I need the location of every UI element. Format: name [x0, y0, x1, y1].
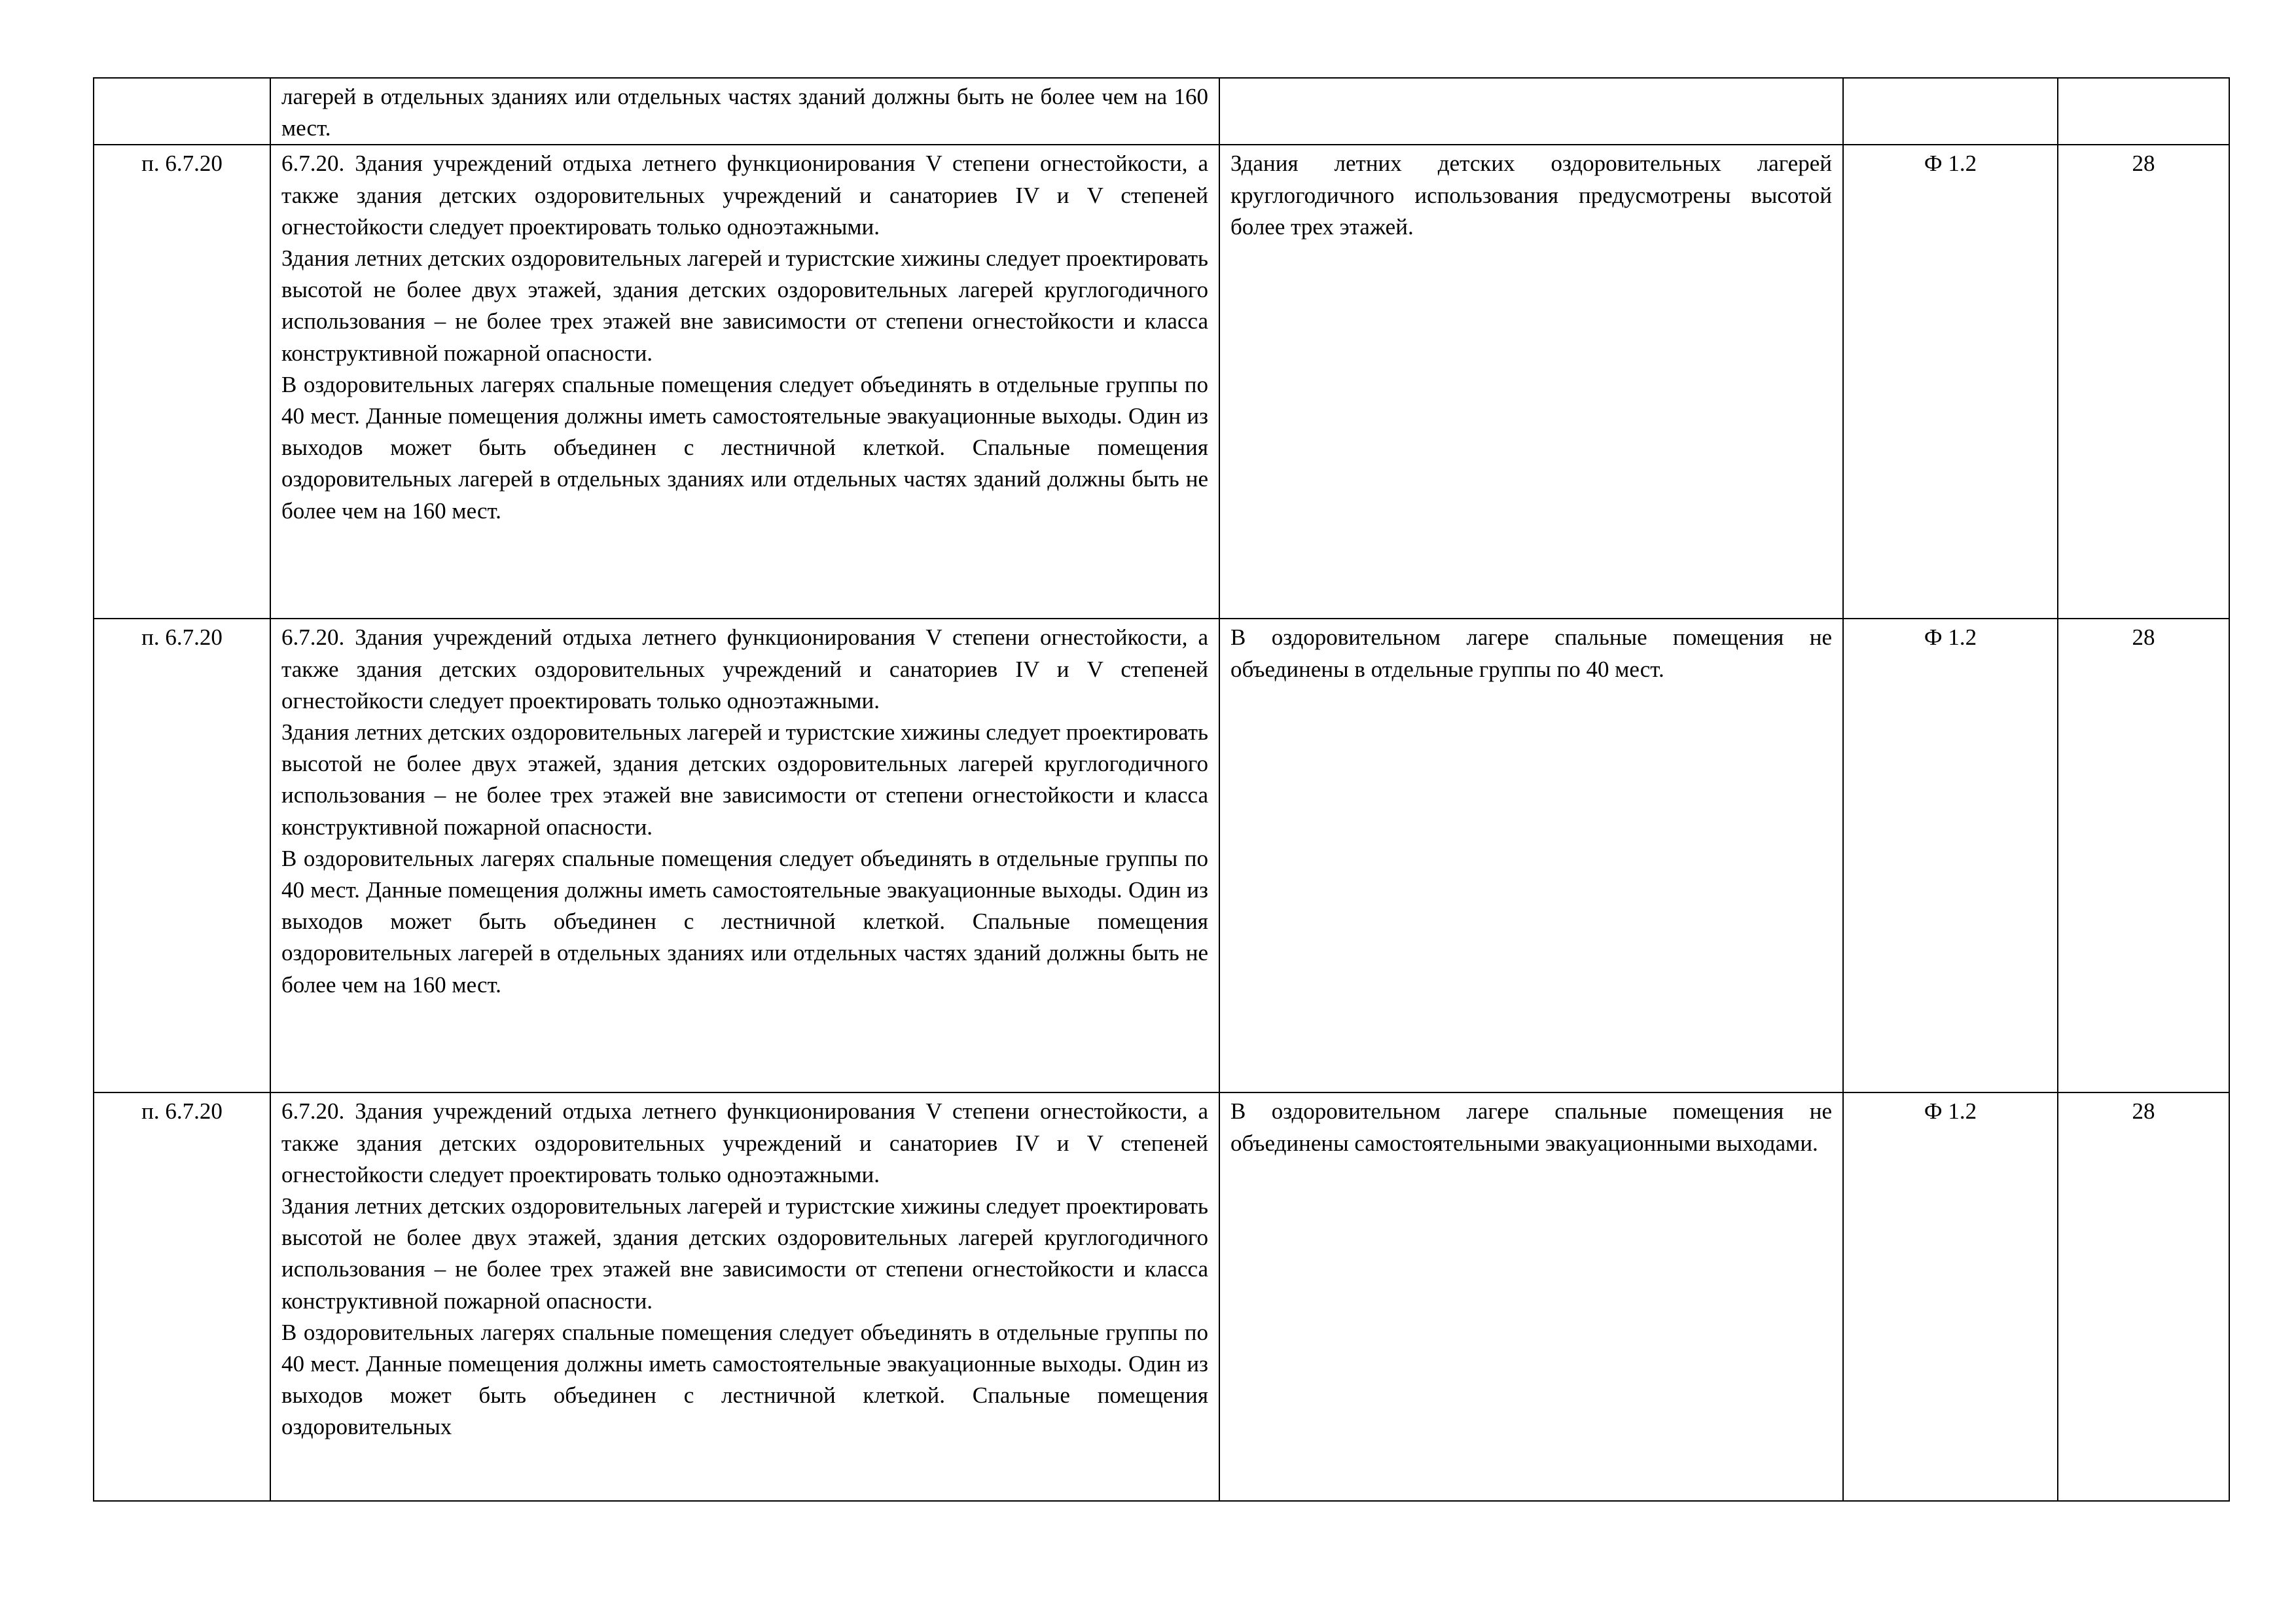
- violation-cell: [1219, 619, 1843, 1092]
- requirement-paragraph: 6.7.20. Здания учреждений отдыха летнего функционирования V степени огнестойкости, а также здания детских оздоровительных учреждений и санаториев IV и V степеней огнестойкости следует проектировать только одноэтажными.: [281, 151, 1208, 240]
- clause-ref-cell: [94, 78, 270, 145]
- requirement-paragraph: В оздоровительных лагерях спальные помещения следует объединять в отдельные группы по 40 мест. Данные помещения должны иметь самостоятельные эвакуационные выходы. Один из выходов может быть объединен с лестничной клеткой. Спальные помещения оздоровительных: [281, 1319, 1208, 1440]
- violation-cell: [1219, 78, 1843, 145]
- table-row: [94, 619, 2229, 1092]
- violation-cell: [1219, 145, 1843, 619]
- clause-ref-cell: п. 6.7.20: [94, 1092, 270, 1501]
- requirement-paragraph: 6.7.20. Здания учреждений отдыха летнего функционирования V степени огнестойкости, а также здания детских оздоровительных учреждений и санаториев IV и V степеней огнестойкости следует проектировать только одноэтажными.: [281, 624, 1208, 713]
- class-code-cell: [1843, 78, 2058, 145]
- class-code-cell: Ф 1.2: [1843, 1092, 2058, 1501]
- clause-ref-cell: п. 6.7.20: [94, 145, 270, 619]
- requirement-paragraph: Здания летних детских оздоровительных лагерей и туристские хижины следует проектировать высотой не более двух этажей, здания детских оздоровительных лагерей круглогодичного использования – не более трех этажей вне зависимости от степени огнестойкости и класса конструктивной пожарной опасности.: [281, 1193, 1208, 1314]
- number-cell: 28: [2058, 145, 2229, 619]
- violation-cell: [1219, 1092, 1843, 1501]
- class-code-cell: Ф 1.2: [1843, 145, 2058, 619]
- requirement-paragraph: Здания летних детских оздоровительных лагерей и туристские хижины следует проектировать высотой не более двух этажей, здания детских оздоровительных лагерей круглогодичного использования – не более трех этажей вне зависимости от степени огнестойкости и класса конструктивной пожарной опасности.: [281, 245, 1208, 366]
- class-code-cell: Ф 1.2: [1843, 619, 2058, 1092]
- requirement-paragraph: Здания летних детских оздоровительных лагерей и туристские хижины следует проектировать высотой не более двух этажей, здания детских оздоровительных лагерей круглогодичного использования – не более трех этажей вне зависимости от степени огнестойкости и класса конструктивной пожарной опасности.: [281, 719, 1208, 840]
- number-cell: 28: [2058, 1092, 2229, 1501]
- requirement-paragraph: В оздоровительных лагерях спальные помещения следует объединять в отдельные группы по 40 мест. Данные помещения должны иметь самостоятельные эвакуационные выходы. Один из выходов может быть объединен с лестничной клеткой. Спальные помещения оздоровительных лагерей в отдельных зданиях или отдельных частях зданий должны быть не более чем на 160 мест.: [281, 845, 1208, 998]
- violation-text: В оздоровительном лагере спальные помещения не объединены самостоятельными эвакуационными выходами.: [1230, 1098, 1832, 1156]
- table-row: [94, 145, 2229, 619]
- table-row: [94, 1092, 2229, 1501]
- table-row: [94, 78, 2229, 145]
- requirement-cell: [270, 619, 1219, 1092]
- requirement-cell: [270, 1092, 1219, 1501]
- number-cell: [2058, 78, 2229, 145]
- requirement-paragraph: 6.7.20. Здания учреждений отдыха летнего функционирования V степени огнестойкости, а также здания детских оздоровительных учреждений и санаториев IV и V степеней огнестойкости следует проектировать только одноэтажными.: [281, 1098, 1208, 1187]
- requirement-paragraph: лагерей в отдельных зданиях или отдельных частях зданий должны быть не более чем на 160 мест.: [281, 84, 1208, 141]
- requirement-cell: [270, 145, 1219, 619]
- violation-text: Здания летних детских оздоровительных лагерей круглогодичного использования предусмотрены высотой более трех этажей.: [1230, 151, 1832, 240]
- requirement-paragraph: В оздоровительных лагерях спальные помещения следует объединять в отдельные группы по 40 мест. Данные помещения должны иметь самостоятельные эвакуационные выходы. Один из выходов может быть объединен с лестничной клеткой. Спальные помещения оздоровительных лагерей в отдельных зданиях или отдельных частях зданий должны быть не более чем на 160 мест.: [281, 371, 1208, 524]
- number-cell: 28: [2058, 619, 2229, 1092]
- violation-text: В оздоровительном лагере спальные помещения не объединены в отдельные группы по 40 мест.: [1230, 624, 1832, 682]
- clause-ref-cell: п. 6.7.20: [94, 619, 270, 1092]
- requirement-cell: [270, 78, 1219, 145]
- violations-table: [93, 77, 2230, 1502]
